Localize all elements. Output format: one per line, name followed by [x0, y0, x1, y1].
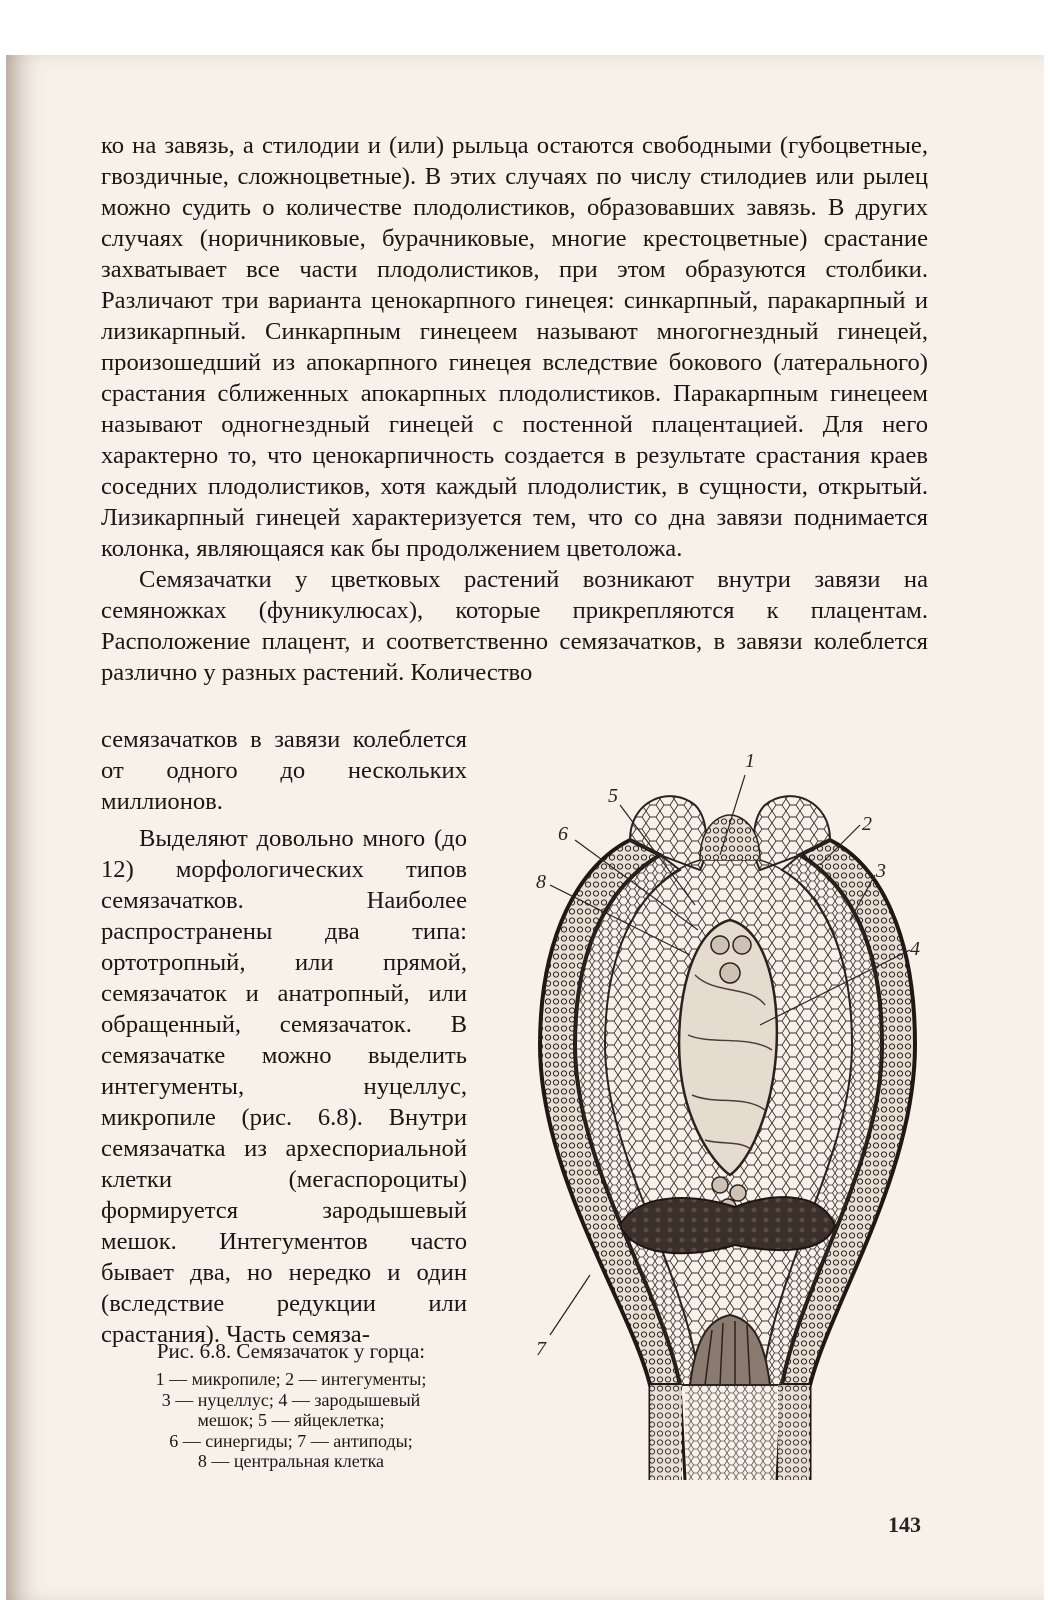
caption-legend-1: 1 — микропиле; 2 — интегументы; — [155, 1369, 427, 1389]
paragraph-1: ко на завязь, а стилодии и (или) рыльца остаются свободными (губоцветные, гвоздичные, сложноцветные). В этих случаях по числу стилодиев или рылец можно судить о количестве плодолистиков, образовавших завязь. В других случаях (норичниковые, бурачниковые, многие крестоцветные) срастание захватывает все части плодолистиков, при этом образуются столбики. Различают три варианта ценокарпного гинецея: синкарпный, паракарпный и лизикарпный. Синкарпным гинецеем называют многогнездный гинецей, произошедший из апокарпного гинецея вследствие бокового (латерального) срастания сближенных апокарпных плодолистиков. Паракарпным гинецеем называют одногнездный гинецей с постенной плацентацией. Для него характерно то, что ценокарпичность создается в результате срастания краев соседних плодолистиков, хотя каждый плодолистик, в сущности, открытый. Лизикарпный гинецей характеризуется тем, что со дна завязи поднимается колонка, являющаяся как бы продолжением цветоложа. — [101, 132, 928, 562]
paragraph-2: Семязачатки у цветковых растений возникают внутри завязи на семяножках (фуникулюсах), которые прикрепляются к плацентам. Расположение плацент, и соответственно семязачатков, в завязи колеблется различно у разных растений. Количество — [101, 566, 928, 686]
caption-legend-5: 8 — центральная клетка — [197, 1451, 385, 1471]
label-7: 7 — [536, 1338, 546, 1360]
scan-left-edge — [0, 0, 6, 1600]
caption-legend-3: мешок; 5 — яйцеклетка; — [197, 1410, 385, 1430]
page-number: 143 — [888, 1512, 921, 1537]
label-4: 4 — [910, 938, 920, 960]
caption-legend-4: 6 — синергиды; 7 — антиподы; — [169, 1430, 413, 1451]
label-8: 8 — [536, 871, 546, 893]
ovule-figure — [520, 745, 940, 1490]
side-text — [101, 724, 467, 1350]
label-1: 1 — [745, 750, 755, 772]
label-3: 3 — [876, 860, 886, 882]
figure-caption — [101, 1340, 481, 1472]
label-5: 5 — [608, 785, 618, 807]
main-text — [101, 130, 928, 688]
caption-legend-2: 3 — нуцеллус; 4 — зародышевый — [161, 1389, 421, 1410]
paragraph-3: Выделяют довольно много (до 12) морфологических типов семязачатков. Наиболее распространены два типа: ортотропный, или прямой, семязачаток и анатропный, или обращенный, семязачаток. В семязачатке можно выделить интегументы, нуцеллус, микропиле (рис. 6.8). Внутри семязачатка из археспориальной клетки (мегаспороциты) формируется зародышевый мешок. Интегументов часто бывает два, но нередко и один (вследствие редукции или срастания). Часть семяза- — [101, 825, 467, 1348]
label-6: 6 — [558, 823, 568, 845]
figure-labels — [520, 745, 940, 1490]
paragraph-2-continued: семязачатков в завязи колеблется от одного до нескольких миллионов. — [101, 726, 467, 815]
scan-top-margin — [0, 0, 1053, 55]
label-2: 2 — [862, 813, 872, 835]
caption-title: Рис. 6.8. Семязачаток у горца: — [156, 1339, 426, 1363]
